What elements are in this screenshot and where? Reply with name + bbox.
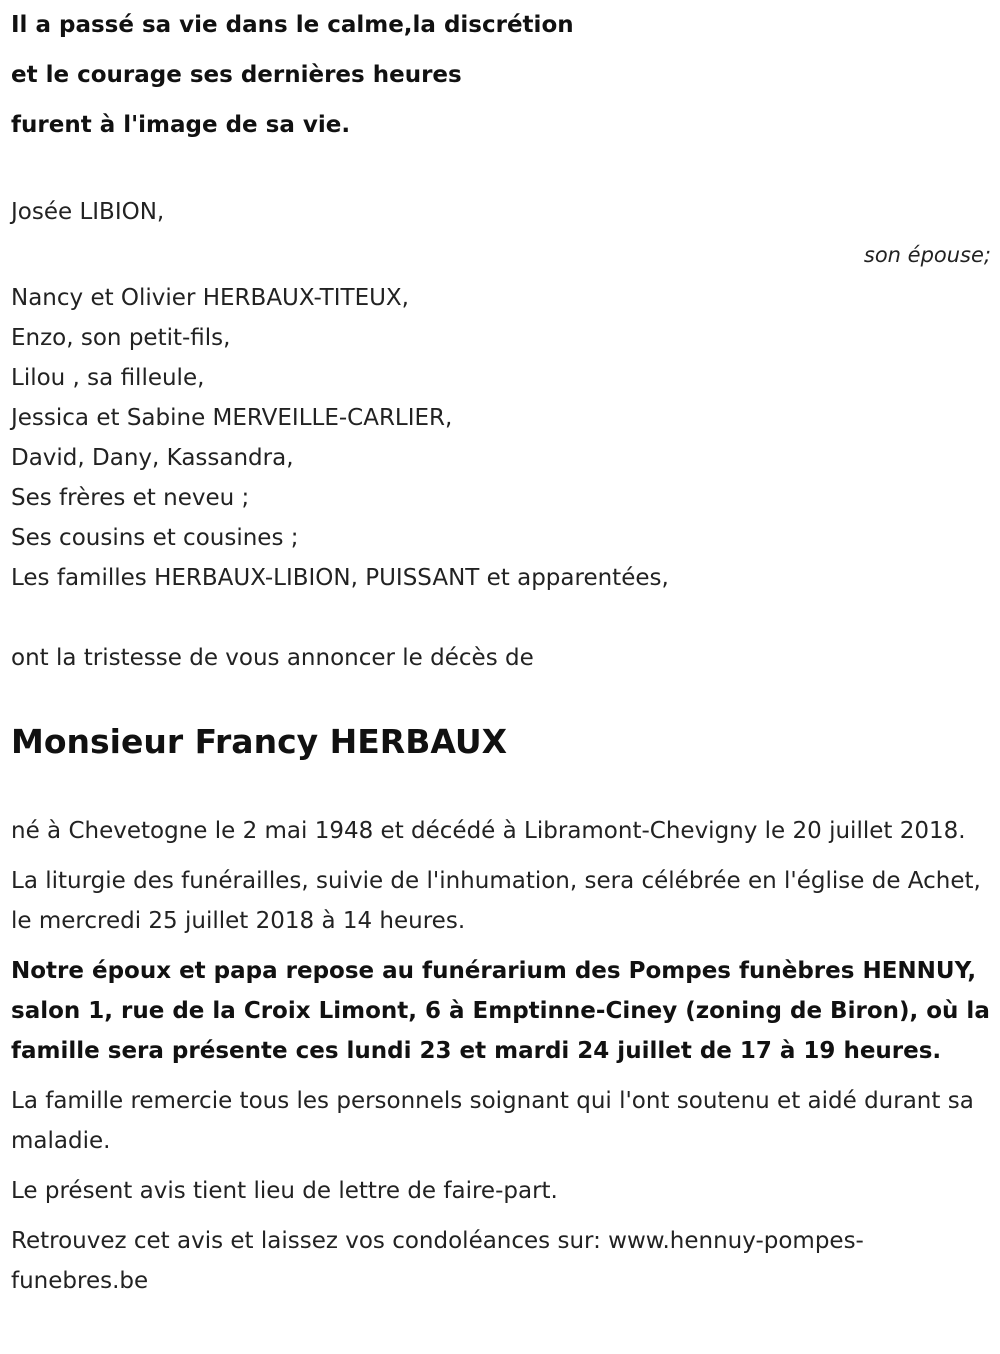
quote-line: et le courage ses dernières heures (11, 62, 462, 88)
spouse-name: Josée LIBION, (11, 199, 165, 225)
thanks-paragraph: La famille remercie tous les personnels soignant qui l'ont soutenu et aidé durant sa maladie. (11, 1088, 974, 1154)
quote-line: furent à l'image de sa vie. (11, 112, 351, 138)
announcement-text: ont la tristesse de vous annoncer le décès de (11, 645, 534, 671)
family-member: Jessica et Sabine MERVEILLE-CARLIER, (11, 405, 453, 431)
family-member: David, Dany, Kassandra, (11, 445, 294, 471)
family-list (11, 192, 991, 598)
notice-paragraph: Le présent avis tient lieu de lettre de faire-part. (11, 1178, 558, 1204)
deceased-name: Monsieur Francy HERBAUX (11, 722, 508, 761)
family-member: Enzo, son petit-fils, (11, 325, 231, 351)
family-member: Nancy et Olivier HERBAUX-TITEUX, (11, 285, 409, 311)
obituary-notice (11, 0, 991, 1301)
family-member: Les familles HERBAUX-LIBION, PUISSANT et apparentées, (11, 565, 669, 591)
quote-line: Il a passé sa vie dans le calme,la discrétion (11, 12, 574, 38)
family-member: Lilou , sa filleule, (11, 365, 205, 391)
family-member: Ses frères et neveu ; (11, 485, 250, 511)
birth-death-paragraph: né à Chevetogne le 2 mai 1948 et décédé à Libramont-Chevigny le 20 juillet 2018. (11, 818, 966, 844)
family-member: Ses cousins et cousines ; (11, 525, 299, 551)
spouse-role: son épouse; (863, 243, 991, 267)
liturgy-paragraph: La liturgie des funérailles, suivie de l'inhumation, sera célébrée en l'église de Achet, le mercredi 25 juillet 2018 à 14 heures. (11, 868, 981, 934)
condolences-paragraph: Retrouvez cet avis et laissez vos condoléances sur: www.hennuy-pompes-funebres.be (11, 1228, 864, 1294)
epitaph-quote (11, 0, 991, 150)
funeral-home-paragraph: Notre époux et papa repose au funérarium des Pompes funèbres HENNUY, salon 1, rue de la Croix Limont, 6 à Emptinne-Ciney (zoning de Biron), où la famille sera présente ces lundi 23 et mardi 24 juillet de 17 à 19 heures. (11, 958, 990, 1064)
